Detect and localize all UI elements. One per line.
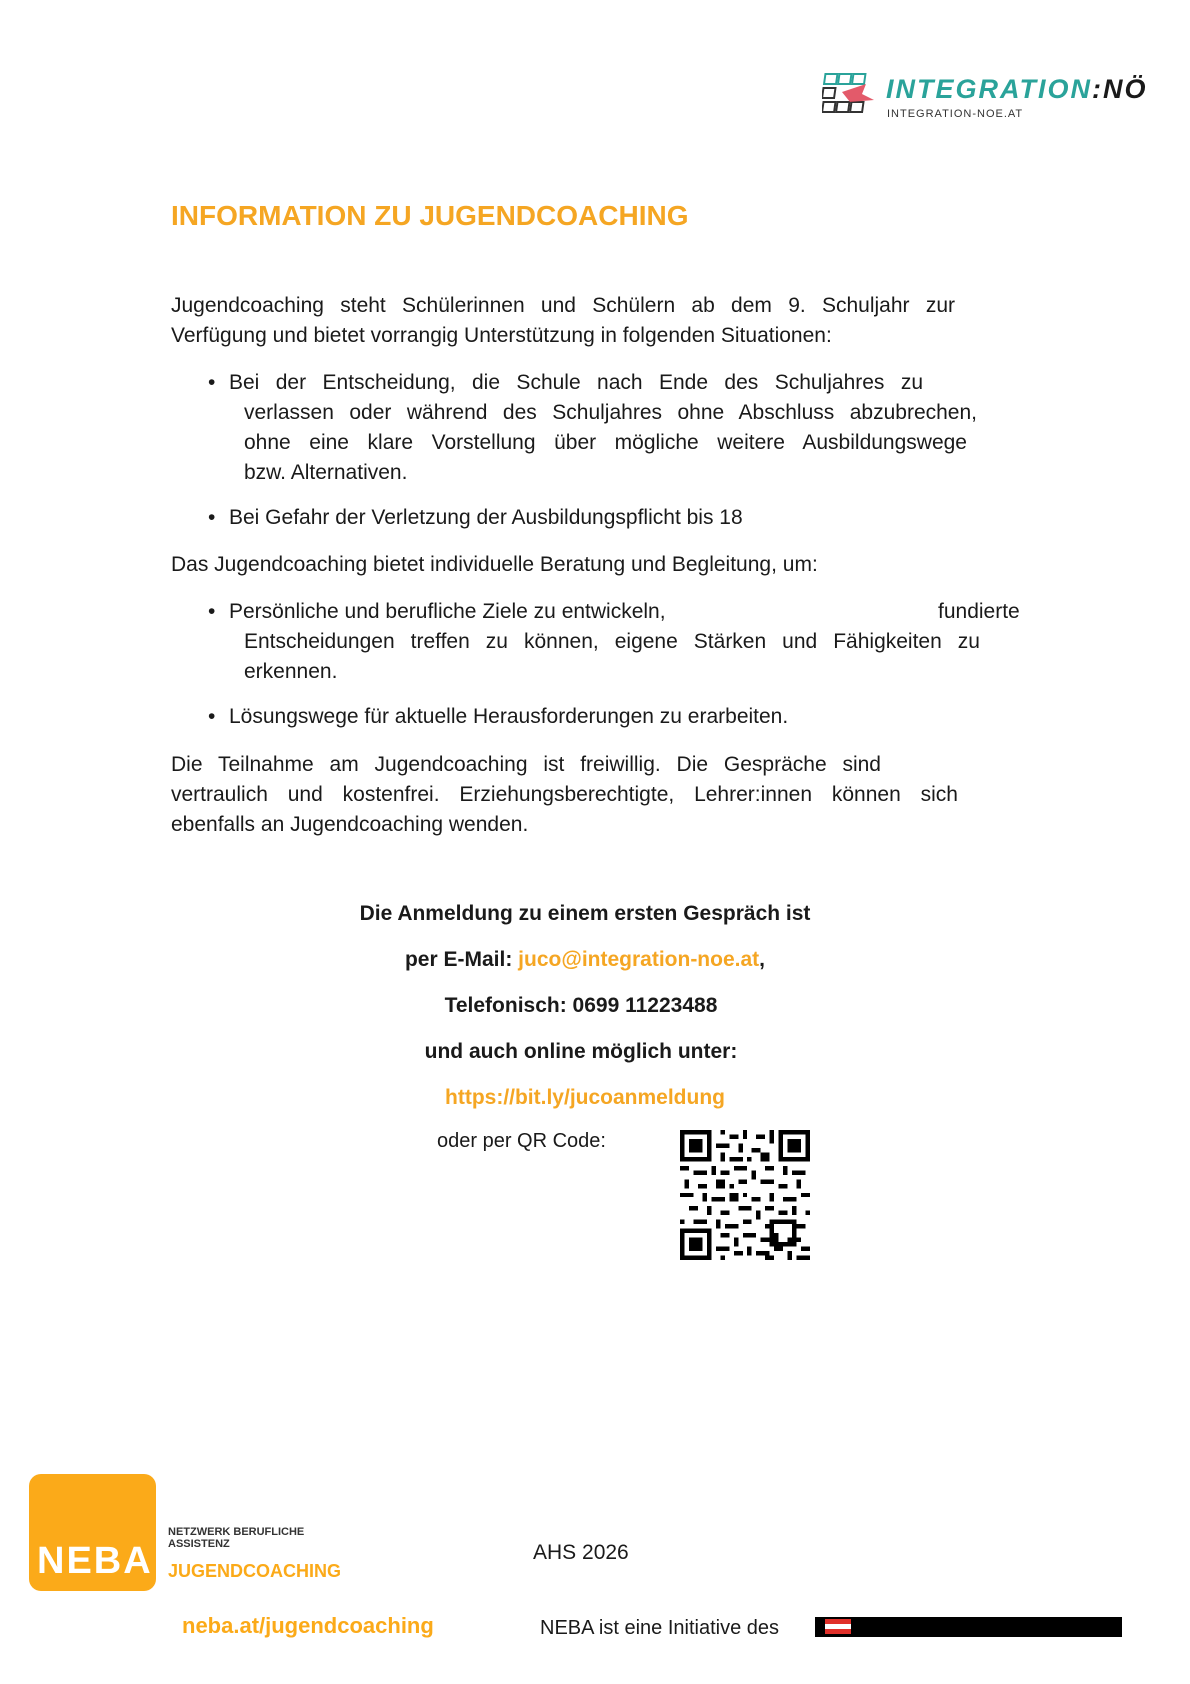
bullet-icon: • [208,506,216,529]
qr-code-icon[interactable] [680,1130,810,1260]
registration-url-link[interactable]: https://bit.ly/jucoanmeldung [445,1086,725,1109]
initiative-label: NEBA ist eine Initiative des [540,1617,780,1639]
offer-intro: Das Jugendcoaching bietet individuelle Beratung und Begleitung, um: [171,553,818,576]
email-suffix: , [759,948,765,971]
bullet-icon: • [208,600,216,623]
goal-1-line-3: erkennen. [244,660,338,683]
email-prefix: per E-Mail: [404,948,519,971]
goal-1-line-2: Entscheidungen treffen zu können, eigene Stärken und Fähigkeiten zu [244,630,980,653]
registration-email-line [0,948,1180,972]
situation-2-line-1: Bei Gefahr der Verletzung der Ausbildungspflicht bis 18 [229,506,743,529]
bullet-icon: • [208,705,216,728]
neba-website-link[interactable]: neba.at/jugendcoaching [182,1613,434,1638]
intro-line-1: Jugendcoaching steht Schülerinnen und Schülern ab dem 9. Schuljahr zur [171,294,955,317]
edition-label: AHS 2026 [533,1541,629,1564]
austria-flag-icon [825,1617,855,1637]
situation-1-line-4: bzw. Alternativen. [244,461,408,484]
situation-1-line-1: Bei der Entscheidung, die Schule nach Ende des Schuljahres zu [229,371,923,394]
logo-subtitle: INTEGRATION-NOE.AT [887,108,1024,120]
email-link[interactable]: juco@integration-noe.at [518,948,760,971]
integration-noe-logo [822,70,1148,128]
intro-line-2: Verfügung und bietet vorrangig Unterstützung in folgenden Situationen: [171,324,832,347]
situation-1-line-3: ohne eine klare Vorstellung über mögliche weitere Ausbildungswege [244,431,967,454]
logo-wordmark: INTEGRATION:NÖ [886,74,1148,104]
participation-line-2: vertraulich und kostenfrei. Erziehungsberechtigte, Lehrer:innen können sich [171,783,958,806]
bullet-icon: • [208,371,216,394]
neba-program-label: JUGENDCOACHING [168,1561,342,1581]
qr-label: oder per QR Code: [437,1130,606,1152]
ministry-logo [815,1617,1122,1637]
neba-logo-text: NEBA [37,1540,153,1582]
neba-network-line-2: ASSISTENZ [168,1538,230,1550]
neba-network-label [168,1526,304,1550]
participation-line-3: ebenfalls an Jugendcoaching wenden. [171,813,529,836]
goal-2-line-1: Lösungswege für aktuelle Herausforderungen zu erarbeiten. [229,705,789,728]
registration-phone: Telefonisch: 0699 11223488 [444,994,718,1017]
neba-logo [29,1474,156,1591]
neba-network-line-1: NETZWERK BERUFLICHE [168,1526,305,1538]
situation-1-line-2: verlassen oder während des Schuljahres ohne Abschluss abzubrechen, [244,401,977,424]
registration-online: und auch online möglich unter: [424,1040,738,1063]
registration-heading: Die Anmeldung zu einem ersten Gespräch ist [359,902,811,925]
goal-1-line-1b: fundierte [938,600,1020,623]
integration-logo-icon [822,70,882,124]
goal-1-line-1a: Persönliche und berufliche Ziele zu entwickeln, [229,600,666,623]
page-title: INFORMATION ZU JUGENDCOACHING [171,200,689,231]
participation-line-1: Die Teilnahme am Jugendcoaching ist freiwillig. Die Gespräche sind [171,753,881,776]
